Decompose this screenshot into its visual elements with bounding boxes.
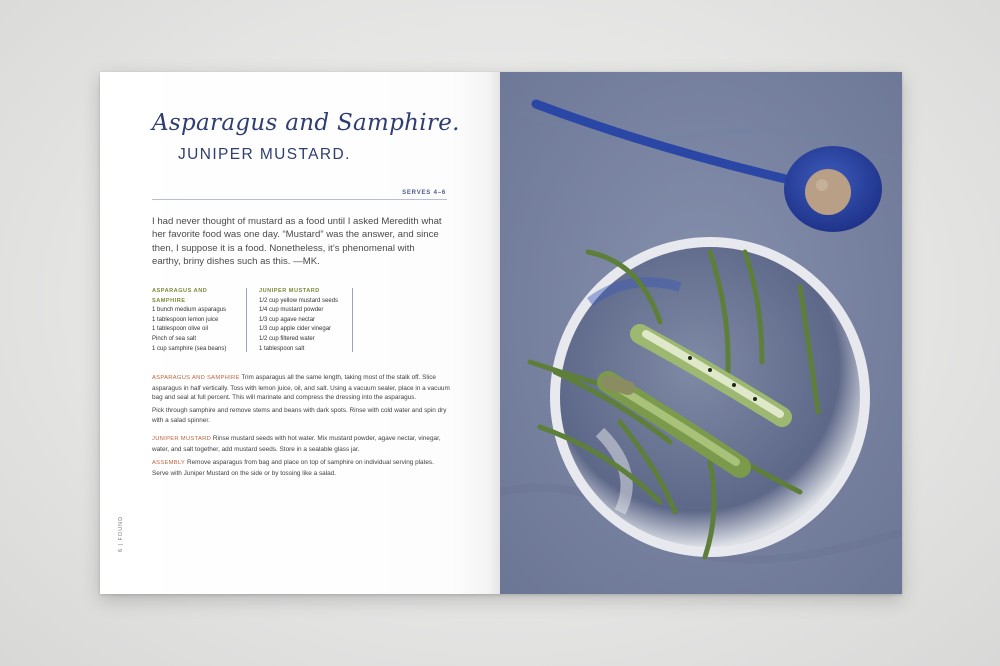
serves-label: SERVES 4–6 (402, 190, 446, 196)
ingredient-item: 1/3 cup apple cider vinegar (259, 326, 332, 333)
method-label: JUNIPER MUSTARD (152, 436, 212, 442)
spine-shadow (488, 72, 500, 594)
section-name: FOUND (118, 515, 124, 541)
method-text: Pick through samphire and remove stems and beans with dark spots. Rinse with cold water and spin dry with a salad spinner. (152, 407, 447, 424)
ingredient-item: Pinch of sea salt (152, 335, 197, 342)
method-text: Rinse mustard seeds with hot water. Mix mustard powder, agave nectar, vinegar, water, and salt together, add mustard seeds. Store in a sealable glass jar. (152, 435, 441, 453)
ingredient-item: 1/2 cup filtered water (259, 335, 315, 342)
method-text: Trim asparagus all the same length, taking most of the stalk off. Slice asparagus in half vertically. Toss with lemon juice, oil, and salt. Using a vacuum sealer, place in a vacuum bag and seal at full percent. This will marinate and compress the dressing into the asparagus. (152, 374, 450, 402)
ingredient-item: 1 tablespoon lemon juice (152, 316, 219, 323)
method-step-4 (152, 458, 450, 478)
page-footer: 6 | FOUND (118, 515, 124, 552)
ingredient-item: 1 tablespoon olive oil (152, 326, 209, 333)
ingredient-item: 1 cup samphire (sea beans) (152, 345, 227, 352)
ingredients-heading: ASPARAGUS AND SAMPHIRE (152, 288, 208, 304)
recipe-title: Asparagus and Samphire. (152, 110, 460, 136)
column-divider (246, 288, 247, 352)
ingredient-item: 1/2 cup yellow mustard seeds (259, 297, 339, 304)
ingredient-item: 1/3 cup agave nectar (259, 316, 316, 323)
method-label: ASSEMBLY (152, 460, 186, 466)
ingredients-asparagus (152, 287, 236, 354)
method-label: ASPARAGUS AND SAMPHIRE (152, 375, 240, 381)
page-number: 6 (118, 547, 124, 552)
ingredients-mustard (258, 287, 362, 354)
method-text: Remove asparagus from bag and place on top of samphire on individual serving plates. Serve with Juniper Mustard on the side or by tossing like a salad. (152, 459, 434, 477)
ingredient-item: 1 bunch medium asparagus (152, 307, 227, 314)
intro-paragraph: I had never thought of mustard as a food until I asked Meredith what her favorite food was one day. “Mustard” was the answer, and since then, I suppose it is a food. Nonetheless, it’s phenomenal with earthy, briny dishes such as this. —MK. (152, 216, 442, 268)
method-step-3 (152, 434, 450, 454)
header-rule (152, 199, 447, 200)
ceramic-plate (550, 237, 870, 557)
method-step-2 (152, 406, 450, 425)
food-photo (500, 72, 902, 594)
recipe-subtitle: JUNIPER MUSTARD. (178, 146, 351, 163)
open-book-spread (100, 72, 902, 594)
ingredient-item: 1/4 cup mustard powder (259, 307, 324, 314)
method-step-1 (152, 373, 450, 403)
left-page (100, 72, 500, 594)
column-divider (352, 288, 353, 352)
ingredient-item: 1 tablespoon salt (259, 345, 305, 352)
right-page-photo (500, 72, 902, 594)
ingredients-heading: JUNIPER MUSTARD (259, 288, 320, 294)
